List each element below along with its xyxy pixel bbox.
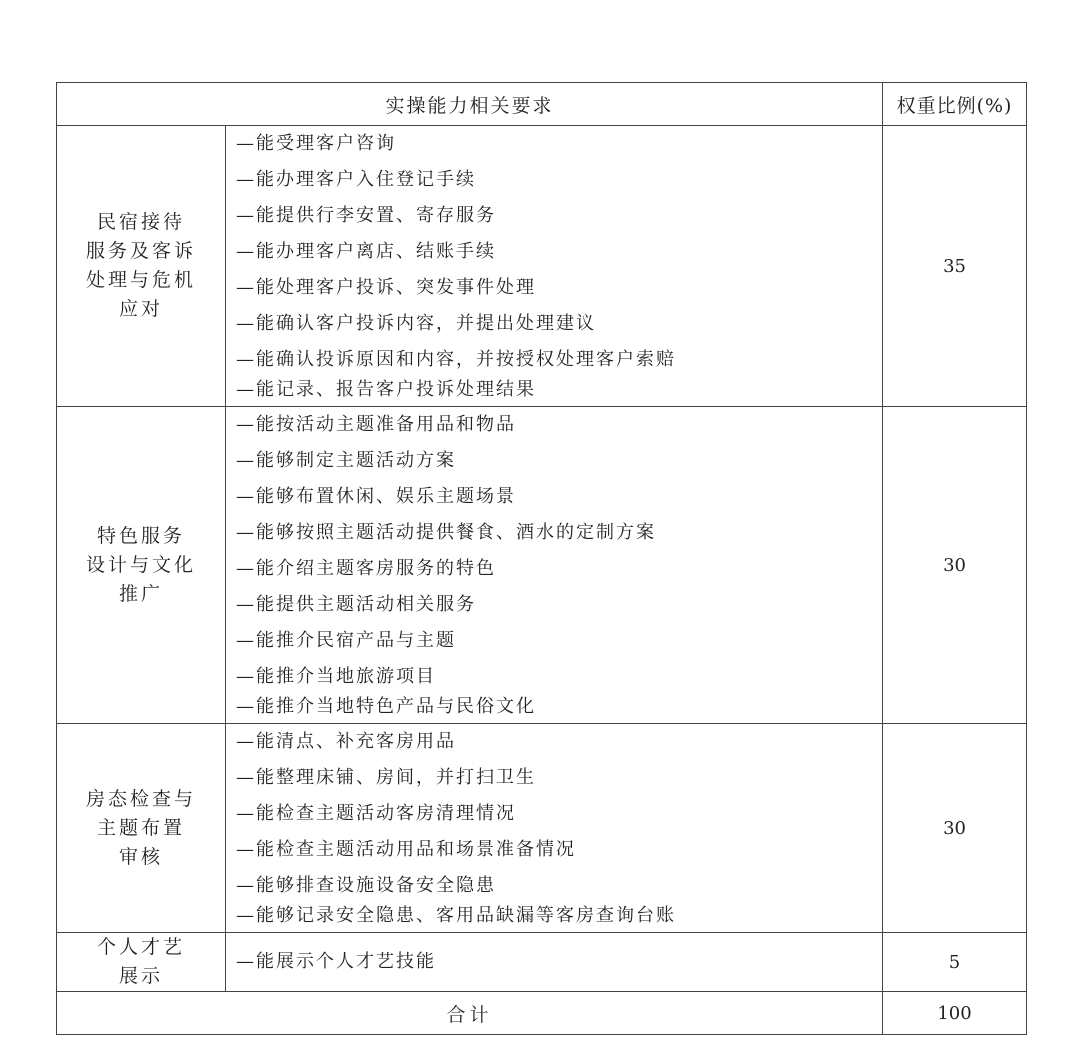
- weight-cell: 30: [883, 407, 1027, 724]
- list-item: —能检查主题活动用品和场景准备情况: [236, 839, 576, 860]
- table-row: [57, 933, 1027, 992]
- category-line: 展示: [118, 965, 163, 987]
- category-line: 推广: [118, 582, 163, 605]
- list-item: —能办理客户入住登记手续: [236, 169, 476, 190]
- list-item: —能够按照主题活动提供餐食、酒水的定制方案: [236, 522, 656, 543]
- table-row: [57, 724, 1027, 933]
- list-item: —能推介当地旅游项目: [236, 666, 436, 687]
- list-item: —能清点、补充客房用品: [236, 731, 456, 752]
- category-line: 特色服务: [96, 524, 185, 547]
- list-item: —能处理客户投诉、突发事件处理: [236, 277, 536, 298]
- items-cell: [226, 407, 883, 724]
- category-cell: [57, 933, 226, 992]
- table-total-row: [57, 992, 1027, 1035]
- category-line: 应对: [118, 298, 163, 320]
- list-item: —能提供主题活动相关服务: [236, 594, 476, 615]
- list-item: —能提供行李安置、寄存服务: [236, 205, 496, 226]
- total-value: 100: [883, 992, 1027, 1035]
- category-line: 处理与危机: [85, 269, 196, 291]
- category-cell: [57, 126, 226, 407]
- list-item: —能展示个人才艺技能: [236, 951, 436, 972]
- header-requirements: 实操能力相关要求: [57, 83, 883, 126]
- category-line: 设计与文化: [85, 553, 196, 576]
- category-cell: [57, 407, 226, 724]
- list-item: —能检查主题活动客房清理情况: [236, 803, 516, 824]
- list-item: —能推介当地特色产品与民俗文化: [236, 696, 536, 717]
- list-item: —能受理客户咨询: [236, 133, 396, 154]
- header-weight: 权重比例(%): [883, 83, 1027, 126]
- list-item: —能够记录安全隐患、客用品缺漏等客房查询台账: [236, 905, 676, 926]
- items-cell: [226, 126, 883, 407]
- category-line: 主题布置: [96, 816, 185, 839]
- items-cell: [226, 724, 883, 933]
- weight-cell: 35: [883, 126, 1027, 407]
- category-line: 房态检查与: [85, 787, 196, 810]
- list-item: —能介绍主题客房服务的特色: [236, 558, 496, 579]
- list-item: —能按活动主题准备用品和物品: [236, 414, 516, 435]
- weight-cell: 30: [883, 724, 1027, 933]
- list-item: —能记录、报告客户投诉处理结果: [236, 379, 536, 400]
- list-item: —能够布置休闲、娱乐主题场景: [236, 486, 516, 507]
- category-line: 审核: [118, 845, 163, 868]
- list-item: —能够制定主题活动方案: [236, 450, 456, 471]
- category-line: 个人才艺: [96, 936, 185, 958]
- category-line: 民宿接待: [96, 211, 185, 233]
- items-cell: [226, 933, 883, 992]
- table-row: [57, 126, 1027, 407]
- requirements-table: [56, 82, 1027, 1035]
- list-item: —能推介民宿产品与主题: [236, 630, 456, 651]
- list-item: —能整理床铺、房间，并打扫卫生: [236, 767, 536, 788]
- weight-cell: 5: [883, 933, 1027, 992]
- category-line: 服务及客诉: [85, 240, 196, 262]
- list-item: —能确认投诉原因和内容，并按授权处理客户索赔: [236, 349, 676, 370]
- table-header-row: [57, 83, 1027, 126]
- table-row: [57, 407, 1027, 724]
- list-item: —能确认客户投诉内容，并提出处理建议: [236, 313, 596, 334]
- total-label: 合计: [57, 992, 883, 1035]
- category-cell: [57, 724, 226, 933]
- list-item: —能够排查设施设备安全隐患: [236, 875, 496, 896]
- list-item: —能办理客户离店、结账手续: [236, 241, 496, 262]
